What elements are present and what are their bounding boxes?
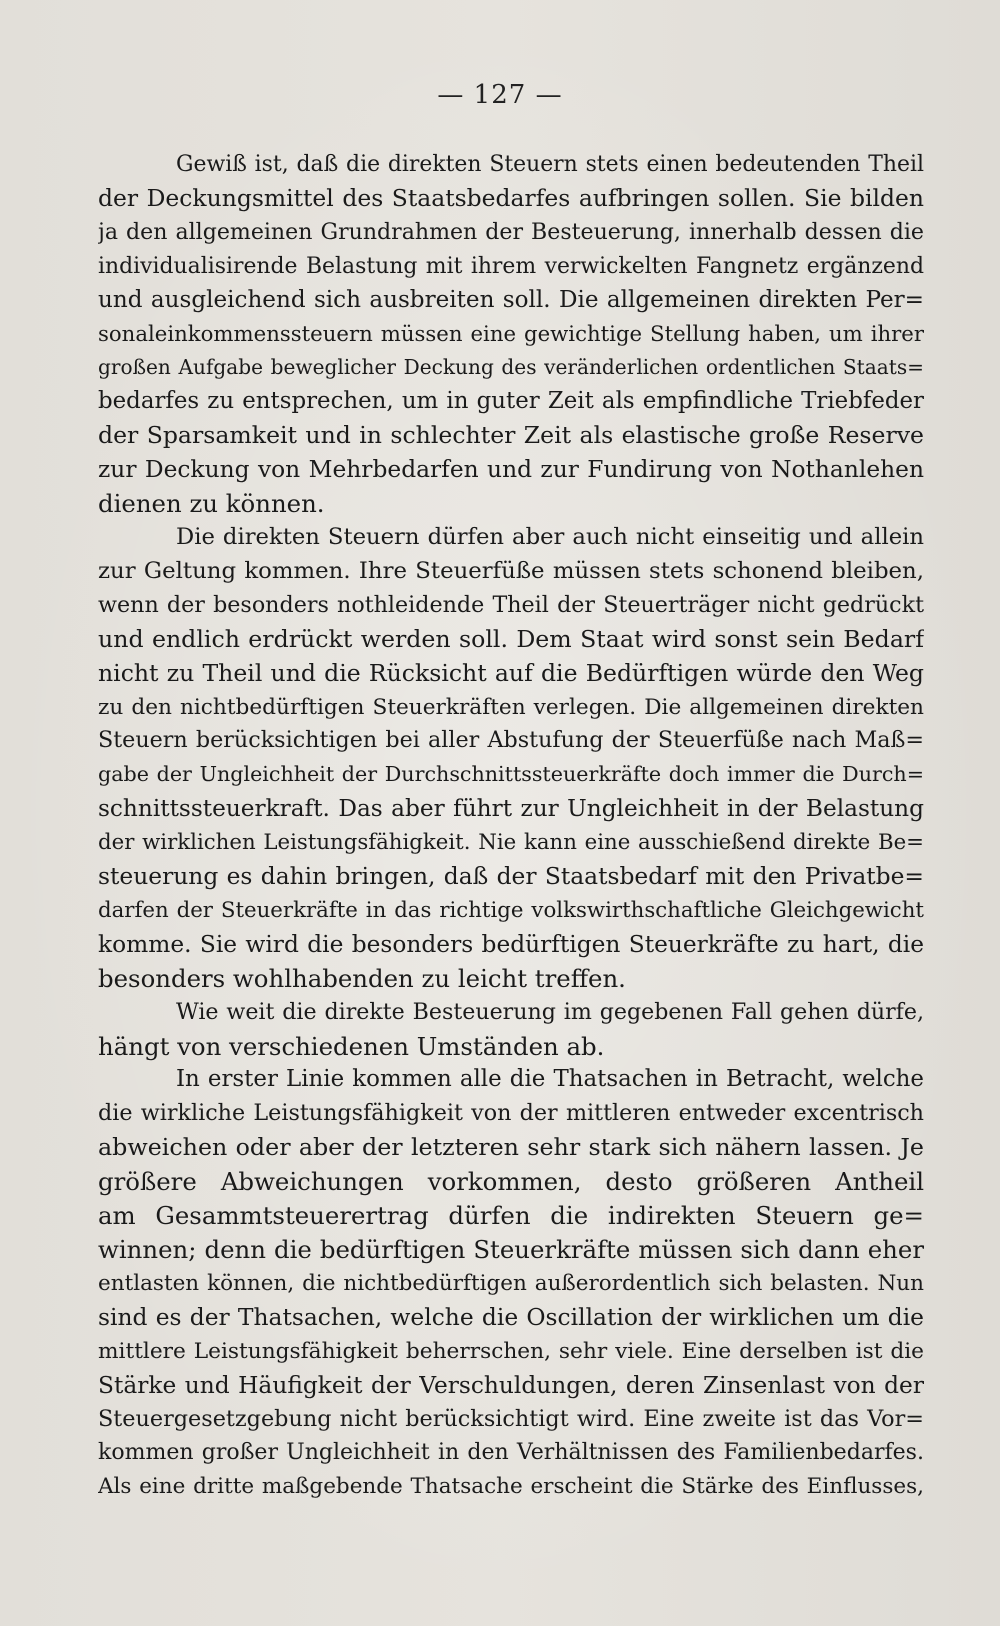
text-line: Als eine dritte maßgebende Thatsache erscheint die Stärke des Einflusses, [98, 1474, 924, 1500]
text-line: zu den nichtbedürftigen Steuerkräften verlegen. Die allgemeinen direkten [98, 694, 924, 720]
text-line: ja den allgemeinen Grundrahmen der Besteuerung, innerhalb dessen die [98, 219, 924, 245]
text-line: dienen zu können. [98, 489, 325, 519]
text-line: individualisirende Belastung mit ihrem verwickelten Fangnetz ergänzend [98, 253, 924, 279]
text-line: zur Geltung kommen. Ihre Steuerfüße müssen stets schonend bleiben, [98, 557, 924, 584]
text-line: abweichen oder aber der letzteren sehr stark sich nähern lassen. Je [98, 1133, 924, 1162]
paragraph-4 [98, 1063, 924, 1504]
text-line: In erster Linie kommen alle die Thatsachen in Betracht, welche [176, 1066, 924, 1093]
text-line: hängt von verschiedenen Umständen ab. [98, 1031, 605, 1061]
text-line: der wirklichen Leistungsfähigkeit. Nie kann eine ausschießend direkte Be= [98, 830, 924, 856]
text-line: steuerung es dahin bringen, daß der Staatsbedarf mit den Privatbe= [98, 862, 924, 891]
paragraph-2 [98, 521, 924, 996]
body-text [98, 148, 924, 1504]
page-number: — 127 — [437, 80, 563, 110]
text-line: entlasten können, die nichtbedürftigen außerordentlich sich belasten. Nun [98, 1270, 924, 1296]
text-line: gabe der Ungleichheit der Durchschnittssteuerkräfte doch immer die Durch= [98, 762, 924, 787]
text-line: Wie weit die direkte Besteuerung im gegebenen Fall gehen dürfe, [176, 998, 924, 1025]
text-line: Gewiß ist, daß die direkten Steuern stets einen bedeutenden Theil [176, 152, 924, 177]
text-line: der Deckungsmittel des Staatsbedarfes aufbringen sollen. Sie bilden [98, 183, 924, 212]
text-line: größere Abweichungen vorkommen, desto größeren Antheil [98, 1167, 924, 1197]
text-line: zur Deckung von Mehrbedarfen und zur Fundirung von Nothanlehen [98, 455, 924, 484]
paragraph-1 [98, 148, 924, 521]
text-line: Die direkten Steuern dürfen aber auch nicht einseitig und allein [176, 523, 924, 550]
text-line: Steuergesetzgebung nicht berücksichtigt wird. Eine zweite ist das Vor= [98, 1405, 924, 1432]
text-line: winnen; denn die bedürftigen Steuerkräfte müssen sich dann eher [98, 1235, 924, 1264]
text-line: wenn der besonders nothleidende Theil der Steuerträger nicht gedrückt [98, 591, 924, 618]
text-line: besonders wohlhabenden zu leicht treffen. [98, 963, 626, 993]
text-line: die wirkliche Leistungsfähigkeit von der mittleren entweder excentrisch [98, 1100, 924, 1127]
text-line: mittlere Leistungsfähigkeit beherrschen, sehr viele. Eine derselben ist die [98, 1338, 924, 1364]
text-line: und endlich erdrückt werden soll. Dem Staat wird sonst sein Bedarf [98, 624, 924, 653]
text-line: kommen großer Ungleichheit in den Verhältnissen des Familienbedarfes. [98, 1440, 924, 1466]
text-line: großen Aufgabe beweglicher Deckung des veränderlichen ordentlichen Staats= [98, 355, 924, 380]
text-line: nicht zu Theil und die Rücksicht auf die Bedürftigen würde den Weg [98, 658, 924, 687]
text-line: am Gesammtsteuerertrag dürfen die indirekten Steuern ge= [98, 1201, 924, 1231]
text-line: schnittssteuerkraft. Das aber führt zur Ungleichheit in der Belastung [98, 795, 924, 823]
text-line: und ausgleichend sich ausbreiten soll. Die allgemeinen direkten Per= [98, 286, 924, 313]
text-line: sind es der Thatsachen, welche die Oscillation der wirklichen um die [98, 1302, 924, 1331]
text-line: bedarfes zu entsprechen, um in guter Zeit als empfindliche Triebfeder [98, 388, 924, 415]
text-line: darfen der Steuerkräfte in das richtige volkswirthschaftliche Gleichgewicht [98, 897, 924, 923]
text-line: Steuern berücksichtigen bei aller Abstufung der Steuerfüße nach Maß= [98, 727, 924, 754]
paragraph-3 [98, 996, 924, 1064]
text-line: komme. Sie wird die besonders bedürftigen Steuerkräfte zu hart, die [98, 930, 924, 958]
text-line: Stärke und Häufigkeit der Verschuldungen, deren Zinsenlast von der [98, 1371, 924, 1399]
text-line: der Sparsamkeit und in schlechter Zeit als elastische große Reserve [98, 421, 924, 450]
text-line: sonaleinkommenssteuern müssen eine gewichtige Stellung haben, um ihrer [98, 321, 924, 347]
